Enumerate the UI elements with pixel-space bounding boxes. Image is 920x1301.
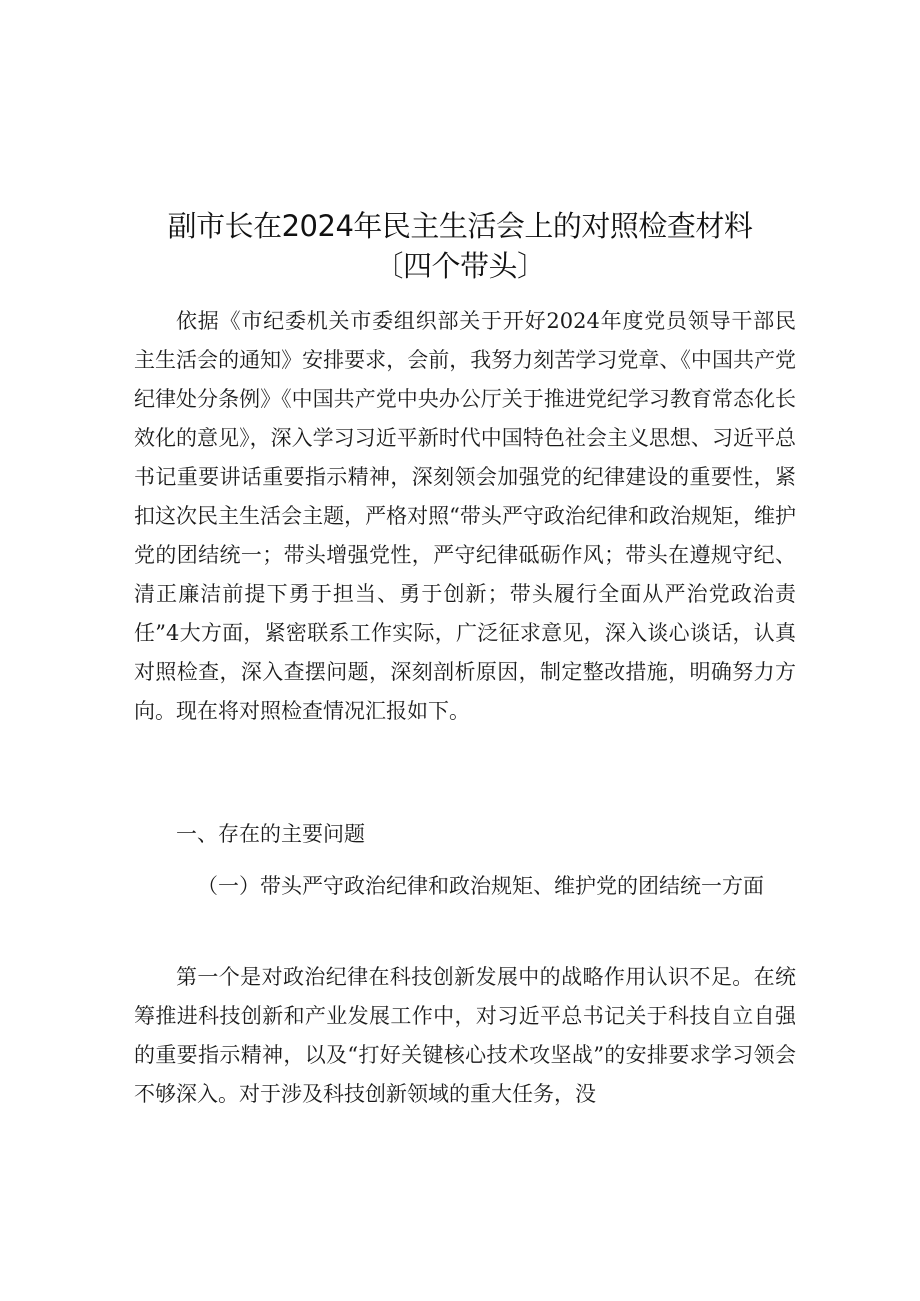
intro-section — [134, 302, 796, 731]
document-title — [120, 206, 800, 286]
section-heading: 一、存在的主要问题 — [176, 822, 365, 846]
section-heading-block — [134, 815, 796, 854]
body-paragraph: 第一个是对政治纪律在科技创新发展中的战略作用认识不足。在统筹推进科技创新和产业发展工作中，对习近平总书记关于科技自立自强的重要指示精神，以及“打好关键核心技术攻坚战”的安排要求学习领会不够深入。对于涉及科技创新领域的重大任务，没 — [134, 965, 796, 1106]
title-line-main: 副市长在2024年民主生活会上的对照检查材料 — [167, 209, 753, 243]
title-line-sub: 〔四个带头〕 — [374, 249, 546, 283]
subsection-heading: （一）带头严守政治纪律和政治规矩、维护党的团结统一方面 — [197, 874, 764, 898]
intro-paragraph: 依据《市纪委机关市委组织部关于开好2024年度党员领导干部民主生活会的通知》安排要求，会前，我努力刻苦学习党章、《中国共产党纪律处分条例》《中国共产党中央办公厅关于推进党纪学习教育常态化长效化的意见》，深入学习习近平新时代中国特色社会主义思想、习近平总书记重要讲话重要指示精神，深刻领会加强党的纪律建设的重要性，紧扣这次民主生活会主题，严格对照“带头严守政治纪律和政治规矩，维护党的团结统一；带头增强党性，严守纪律砥砺作风；带头在遵规守纪、清正廉洁前提下勇于担当、勇于创新；带头履行全面从严治党政治责任”4大方面，紧密联系工作实际，广泛征求意见，深入谈心谈话，认真对照检查，深入查摆问题，深刻剖析原因，制定整改措施，明确努力方向。现在将对照检查情况汇报如下。 — [134, 309, 796, 723]
body-section — [134, 958, 796, 1114]
subsection-heading-block — [134, 867, 796, 906]
